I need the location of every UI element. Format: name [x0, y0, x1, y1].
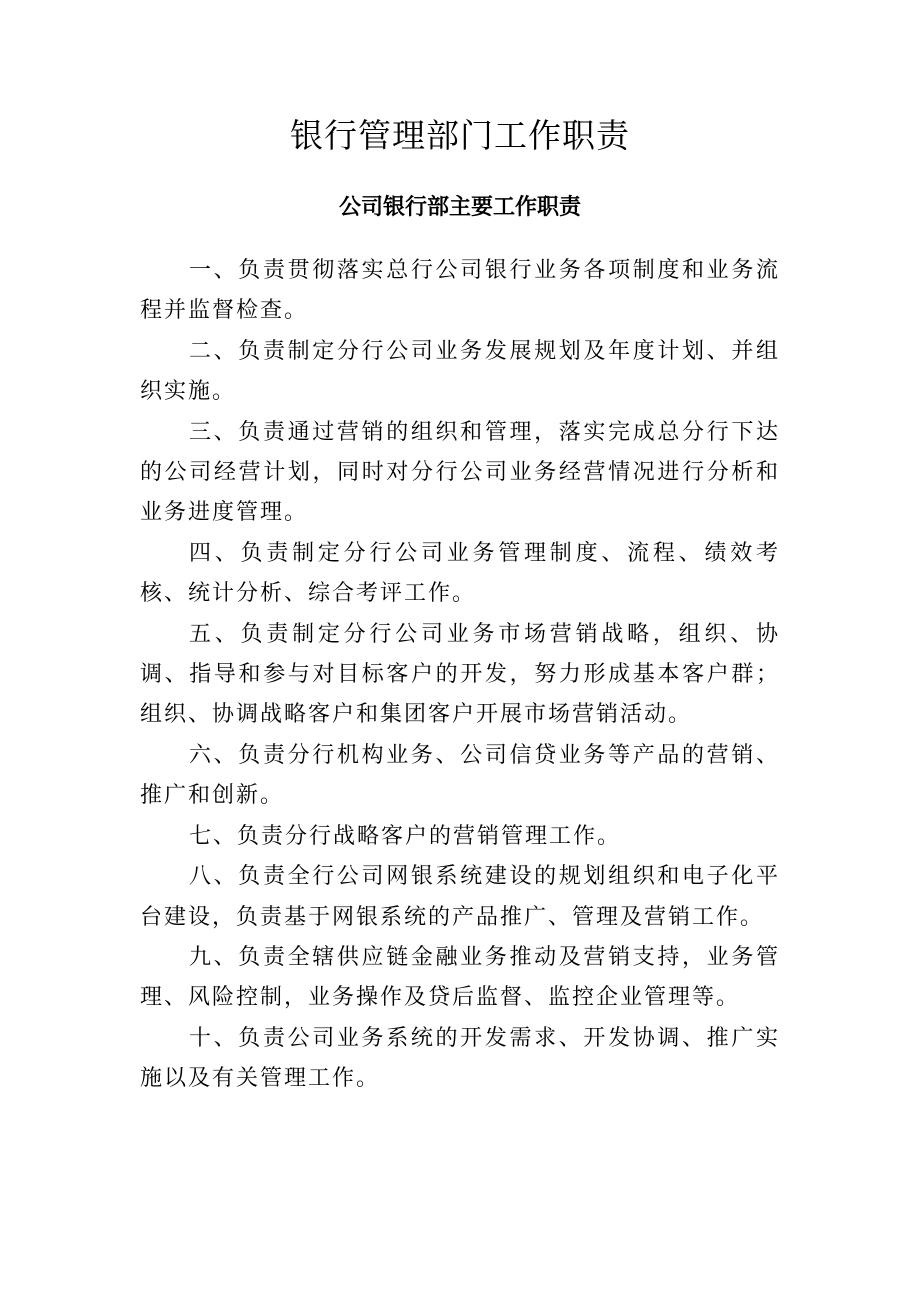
duty-item: 四、负责制定分行公司业务管理制度、流程、绩效考核、统计分析、综合考评工作。 — [140, 540, 780, 607]
duty-item: 二、负责制定分行公司业务发展规划及年度计划、并组织实施。 — [140, 338, 780, 405]
duty-item: 六、负责分行机构业务、公司信贷业务等产品的营销、推广和创新。 — [140, 742, 780, 809]
document-title: 银行管理部门工作职责 — [290, 116, 630, 155]
duty-item: 八、负责全行公司网银系统建设的规划组织和电子化平台建设，负责基于网银系统的产品推广、管理及营销工作。 — [140, 864, 780, 930]
duty-item: 十、负责公司业务系统的开发需求、开发协调、推广实施以及有关管理工作。 — [140, 1025, 780, 1092]
duty-item: 九、负责全辖供应链金融业务推动及营销支持，业务管理、风险控制，业务操作及贷后监督、监控企业管理等。 — [140, 944, 780, 1011]
duty-item: 七、负责分行战略客户的营销管理工作。 — [189, 823, 622, 849]
duties-list — [140, 251, 780, 1100]
duty-item: 三、负责通过营销的组织和管理，落实完成总分行下达的公司经营计划，同时对分行公司业务经营情况进行分析和业务进度管理。 — [140, 419, 780, 526]
duty-item: 一、负责贯彻落实总行公司银行业务各项制度和业务流程并监督检查。 — [140, 258, 780, 324]
duty-item: 五、负责制定分行公司业务市场营销战略，组织、协调、指导和参与对目标客户的开发，努力形成基本客户群；组织、协调战略客户和集团客户开展市场营销活动。 — [140, 621, 780, 728]
section-title: 公司银行部主要工作职责 — [338, 195, 581, 220]
